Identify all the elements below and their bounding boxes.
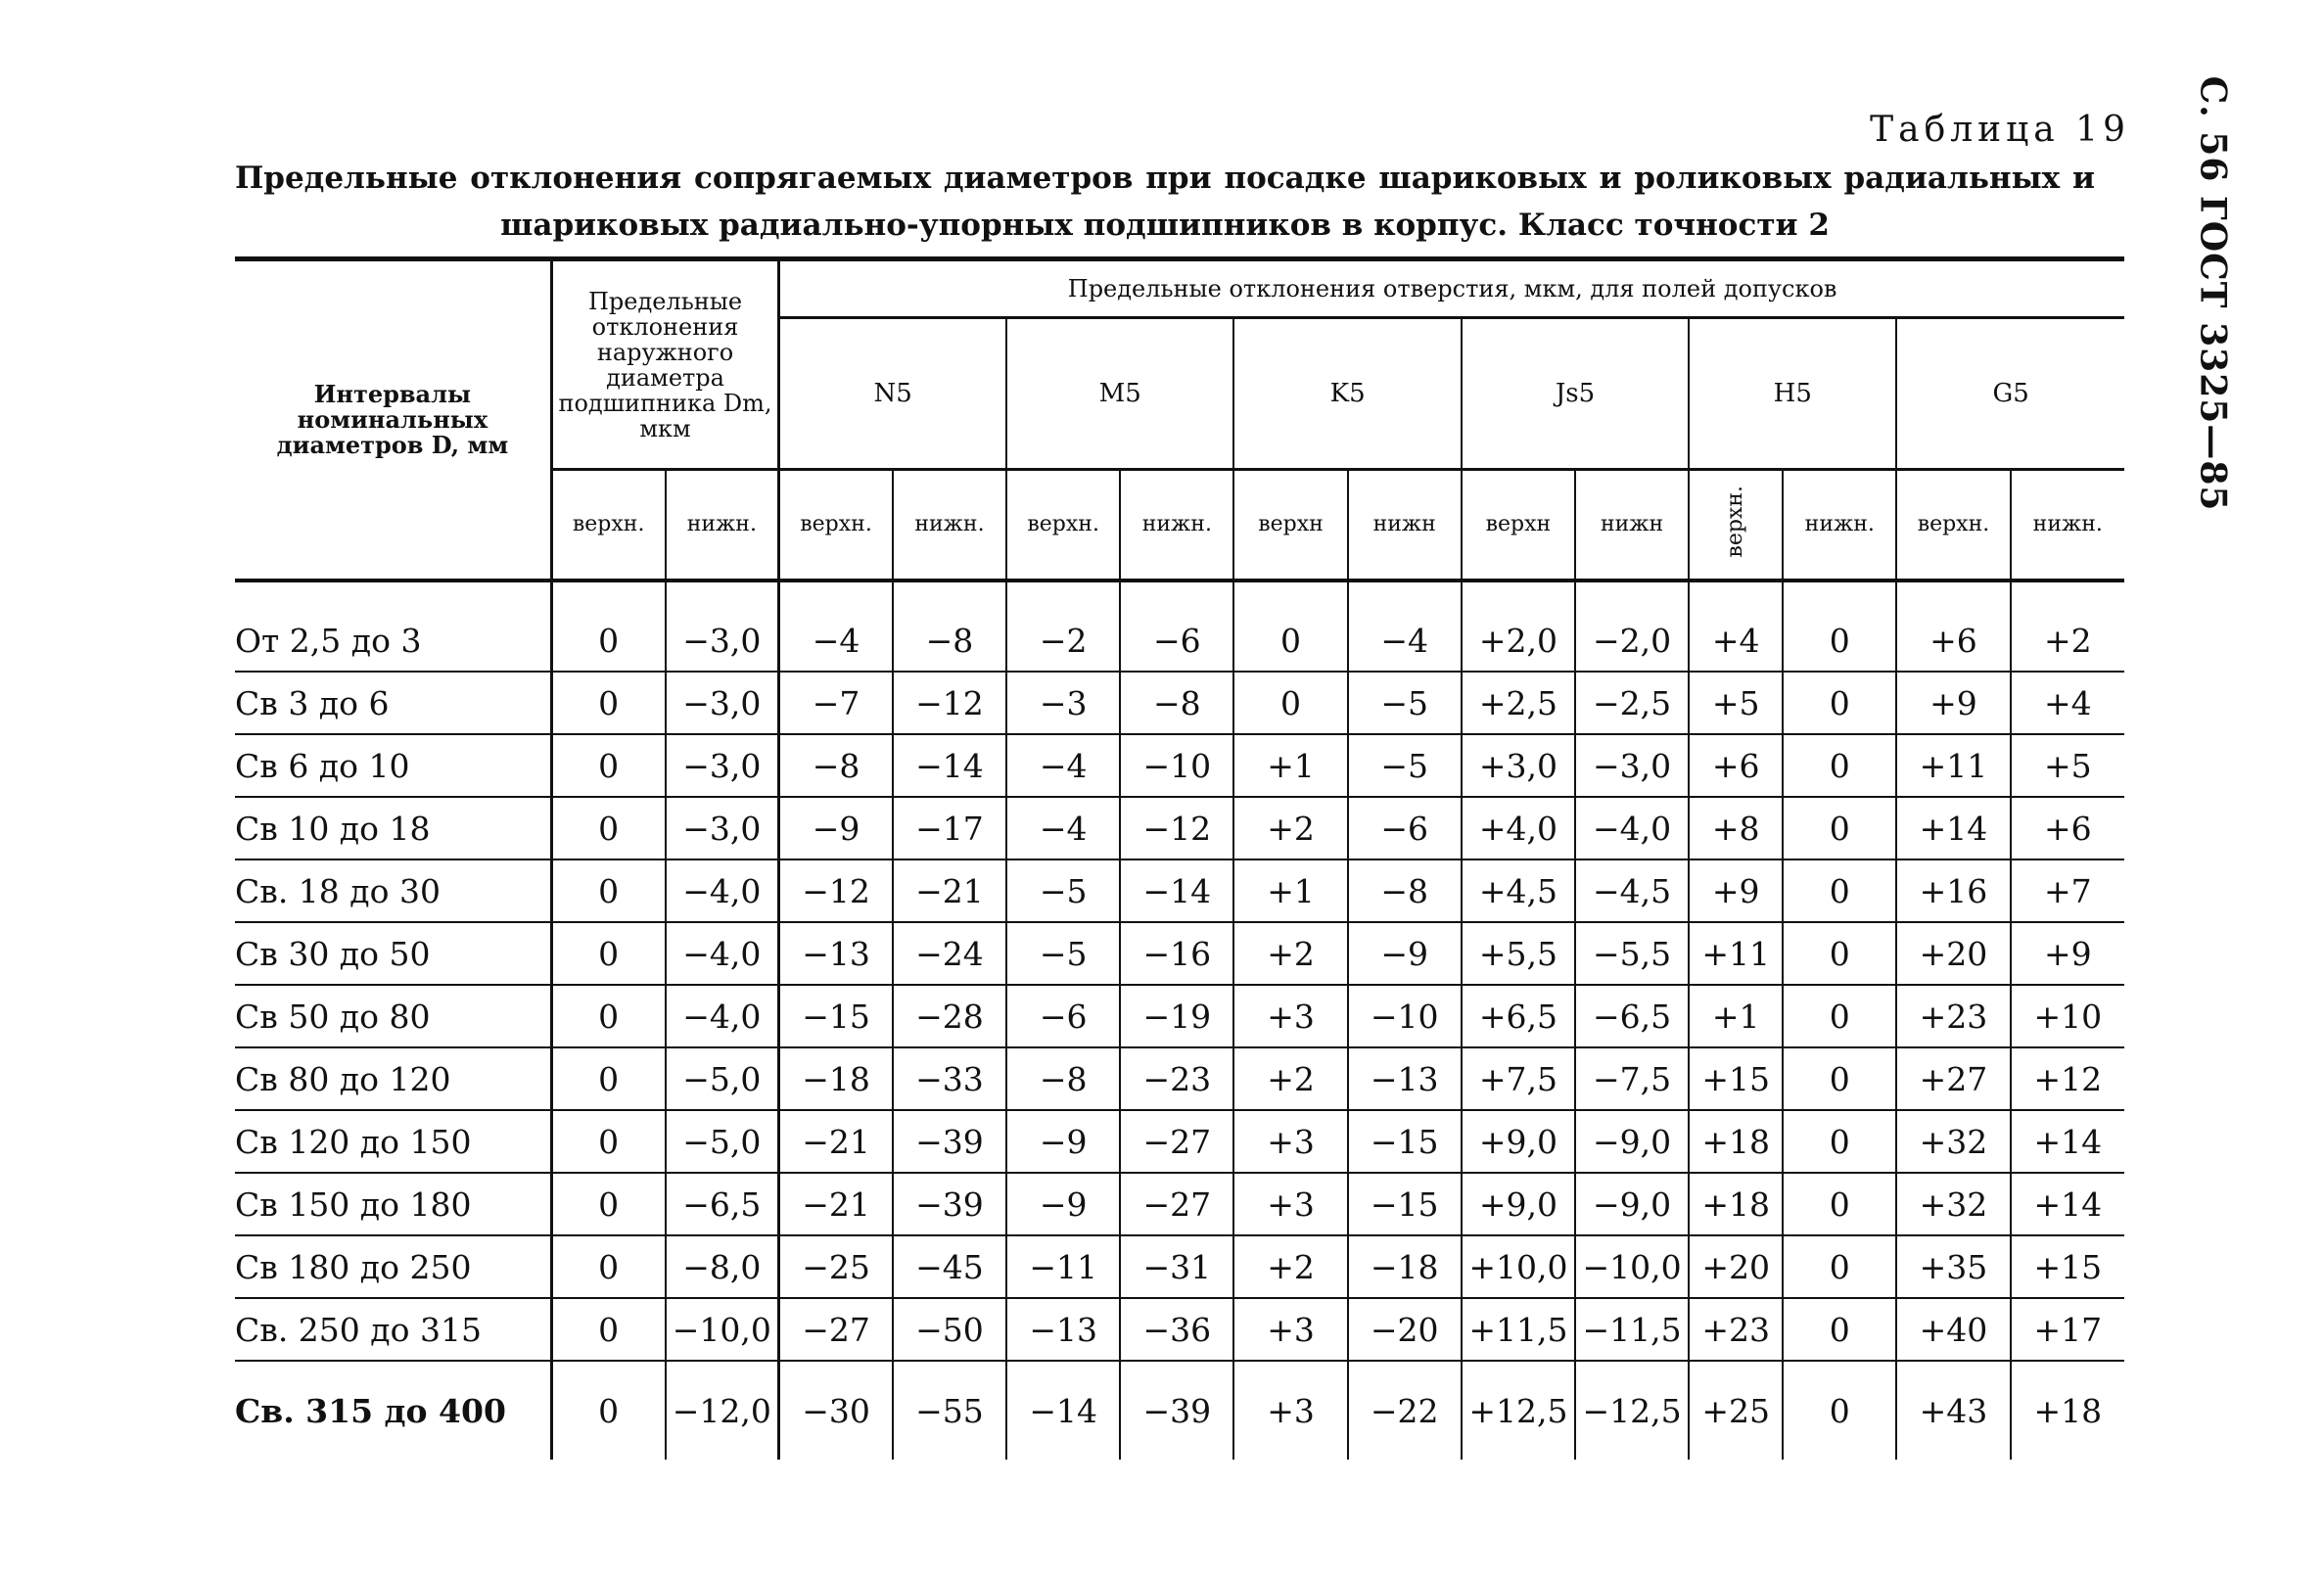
table-cell: −4 <box>1006 797 1120 859</box>
table-cell: +23 <box>1689 1298 1783 1361</box>
table-cell: −18 <box>1348 1235 1462 1298</box>
table-cell: 0 <box>1783 1298 1896 1361</box>
table-cell: +14 <box>2011 1110 2124 1173</box>
table-cell: 0 <box>551 922 665 985</box>
table-cell: +20 <box>1896 922 2010 985</box>
table-cell: −14 <box>1120 859 1233 922</box>
table-cell: 0 <box>551 859 665 922</box>
table-cell: −12 <box>1120 797 1233 859</box>
field-header: G5 <box>1896 318 2124 470</box>
table-cell: −5,0 <box>666 1110 779 1173</box>
table-cell: +7,5 <box>1462 1047 1575 1110</box>
header-hole-text: Предельные отклонения отверстия, мкм, для полей допусков <box>1067 275 1837 302</box>
table-cell: −11,5 <box>1575 1298 1689 1361</box>
table-cell: +10,0 <box>1462 1235 1575 1298</box>
table-cell: −9,0 <box>1575 1110 1689 1173</box>
table-cell: −2,5 <box>1575 672 1689 734</box>
table-cell: −36 <box>1120 1298 1233 1361</box>
table-cell: −33 <box>893 1047 1006 1110</box>
table-cell: −5 <box>1006 922 1120 985</box>
table-cell: −39 <box>893 1110 1006 1173</box>
table-cell: 0 <box>1783 734 1896 797</box>
table-cell: 0 <box>551 1235 665 1298</box>
table-cell: +3 <box>1233 1110 1347 1173</box>
table-cell: 0 <box>1783 985 1896 1047</box>
table-cell: +6 <box>2011 797 2124 859</box>
sub-header: нижн <box>1575 470 1689 581</box>
table-row <box>235 734 2124 797</box>
field-header: M5 <box>1006 318 1233 470</box>
table-cell: −30 <box>779 1361 893 1460</box>
table-cell: −11 <box>1006 1235 1120 1298</box>
table-cell: 0 <box>551 1298 665 1361</box>
table-cell: +17 <box>2011 1298 2124 1361</box>
table-cell: −4,0 <box>1575 797 1689 859</box>
table-cell: −4,0 <box>666 922 779 985</box>
sub-header: верхн <box>1233 470 1347 581</box>
tolerance-table <box>235 256 2124 1460</box>
table-cell: −3,0 <box>666 734 779 797</box>
table-cell: −18 <box>779 1047 893 1110</box>
table-cell: −6,5 <box>1575 985 1689 1047</box>
sub-header: верхн. <box>1006 470 1120 581</box>
table-cell: −12 <box>779 859 893 922</box>
sub-header: нижн <box>1348 470 1462 581</box>
table-cell: +7 <box>2011 859 2124 922</box>
table-cell: 0 <box>1783 672 1896 734</box>
table-cell: +40 <box>1896 1298 2010 1361</box>
header-intervals <box>235 259 551 581</box>
table-cell: −5,5 <box>1575 922 1689 985</box>
table-cell: +20 <box>1689 1235 1783 1298</box>
sub-header: нижн. <box>666 470 779 581</box>
table-cell: +1 <box>1233 859 1347 922</box>
table-cell: +9 <box>1689 859 1783 922</box>
table-cell: −9 <box>1348 922 1462 985</box>
table-cell: +23 <box>1896 985 2010 1047</box>
row-interval-label: Св 30 до 50 <box>235 922 551 985</box>
table-cell: −9 <box>1006 1173 1120 1235</box>
table-cell: 0 <box>551 797 665 859</box>
sub-header: нижн. <box>1783 470 1896 581</box>
table-row <box>235 859 2124 922</box>
table-cell: −8 <box>779 734 893 797</box>
table-cell: −20 <box>1348 1298 1462 1361</box>
table-cell: −2 <box>1006 581 1120 672</box>
sub-header: верхн. <box>551 470 665 581</box>
table-cell: −3 <box>1006 672 1120 734</box>
table-cell: 0 <box>1783 581 1896 672</box>
row-interval-label: Св. 315 до 400 <box>235 1391 506 1430</box>
table-cell: −4,0 <box>666 859 779 922</box>
table-cell: +5 <box>1689 672 1783 734</box>
table-cell: 0 <box>1233 672 1347 734</box>
table-cell: +25 <box>1689 1361 1783 1460</box>
table-cell: +1 <box>1689 985 1783 1047</box>
sub-header-text: верхн. <box>1723 485 1748 558</box>
table-cell: −3,0 <box>666 797 779 859</box>
table-cell: −8 <box>1006 1047 1120 1110</box>
table-row <box>235 1110 2124 1173</box>
table-cell: +11 <box>1689 922 1783 985</box>
table-cell: −31 <box>1120 1235 1233 1298</box>
table-row <box>235 1235 2124 1298</box>
sub-header: нижн. <box>893 470 1006 581</box>
sub-header: нижн. <box>2011 470 2124 581</box>
table-cell: +3 <box>1233 985 1347 1047</box>
sub-header: верхн. <box>779 470 893 581</box>
table-cell: +2,5 <box>1462 672 1575 734</box>
table-cell: +4 <box>1689 581 1783 672</box>
table-cell: −6,5 <box>666 1173 779 1235</box>
table-cell: +4,5 <box>1462 859 1575 922</box>
table-cell: −8 <box>1120 672 1233 734</box>
table-cell: −13 <box>779 922 893 985</box>
table-cell: +12,5 <box>1462 1361 1575 1460</box>
table-cell: −28 <box>893 985 1006 1047</box>
table-row <box>235 985 2124 1047</box>
row-interval-label: Св 10 до 18 <box>235 797 551 859</box>
table-cell: 0 <box>1783 859 1896 922</box>
table-cell: 0 <box>1783 797 1896 859</box>
field-header: K5 <box>1233 318 1461 470</box>
table-cell: +3 <box>1233 1173 1347 1235</box>
table-cell: +9,0 <box>1462 1110 1575 1173</box>
row-interval-label: Св 50 до 80 <box>235 985 551 1047</box>
table-cell: −4 <box>779 581 893 672</box>
table-cell: −5 <box>1006 859 1120 922</box>
table-cell: −8,0 <box>666 1235 779 1298</box>
table-cell: −10 <box>1120 734 1233 797</box>
header-intervals-text: Интервалы номинальных диаметров D, мм <box>276 380 509 459</box>
table-cell: +9 <box>2011 922 2124 985</box>
sub-header: верхн. <box>1896 470 2010 581</box>
table-cell: +9 <box>1896 672 2010 734</box>
table-cell: +11,5 <box>1462 1298 1575 1361</box>
table-cell: +6,5 <box>1462 985 1575 1047</box>
table-cell: 0 <box>1233 581 1347 672</box>
table-cell: −39 <box>893 1173 1006 1235</box>
table-cell: −9 <box>779 797 893 859</box>
table-cell: +32 <box>1896 1173 2010 1235</box>
table-cell: +18 <box>1689 1110 1783 1173</box>
table-row <box>235 1361 2124 1460</box>
table-cell: −12,0 <box>666 1361 779 1460</box>
table-cell: +27 <box>1896 1047 2010 1110</box>
row-interval-label: Св. 250 до 315 <box>235 1298 551 1361</box>
table-cell: −16 <box>1120 922 1233 985</box>
table-cell: +3 <box>1233 1298 1347 1361</box>
table-cell: −27 <box>1120 1173 1233 1235</box>
table-cell: −3,0 <box>1575 734 1689 797</box>
table-cell: −45 <box>893 1235 1006 1298</box>
table-cell: +14 <box>2011 1173 2124 1235</box>
table-cell: −22 <box>1348 1361 1462 1460</box>
row-interval-label: Св 6 до 10 <box>235 734 551 797</box>
table-cell: +3 <box>1233 1361 1347 1460</box>
table-cell: 0 <box>551 1361 665 1460</box>
table-cell: −14 <box>1006 1361 1120 1460</box>
table-cell: +12 <box>2011 1047 2124 1110</box>
table-title <box>235 155 2095 249</box>
table-cell: +1 <box>1233 734 1347 797</box>
field-header: H5 <box>1689 318 1896 470</box>
table-cell: −6 <box>1006 985 1120 1047</box>
table-cell: −15 <box>779 985 893 1047</box>
table-cell: +2,0 <box>1462 581 1575 672</box>
header-bearing-text: Предельные отклонения наружного диаметра подшипника Dm, мкм <box>558 287 772 442</box>
table-cell: +35 <box>1896 1235 2010 1298</box>
table-cell: +4,0 <box>1462 797 1575 859</box>
table-cell: +15 <box>1689 1047 1783 1110</box>
table-cell: −10,0 <box>666 1298 779 1361</box>
table-cell: 0 <box>551 1047 665 1110</box>
sub-header: нижн. <box>1120 470 1233 581</box>
title-line-1: Предельные отклонения сопрягаемых диаметров при посадке шариковых и роликовых радиальных и <box>235 161 2095 196</box>
table-cell: −10 <box>1348 985 1462 1047</box>
table-cell: −21 <box>779 1173 893 1235</box>
table-cell: −50 <box>893 1298 1006 1361</box>
sub-header: верхн <box>1462 470 1575 581</box>
table-cell: −4,5 <box>1575 859 1689 922</box>
table-cell: −12 <box>893 672 1006 734</box>
row-interval-label: Св 120 до 150 <box>235 1110 551 1173</box>
table-cell: −5 <box>1348 734 1462 797</box>
table-cell: −15 <box>1348 1173 1462 1235</box>
table-cell: +43 <box>1896 1361 2010 1460</box>
table-cell: −7 <box>779 672 893 734</box>
table-cell: 0 <box>551 1110 665 1173</box>
table-row <box>235 1047 2124 1110</box>
table-cell: −9,0 <box>1575 1173 1689 1235</box>
table-cell: +6 <box>1689 734 1783 797</box>
table-cell: −10,0 <box>1575 1235 1689 1298</box>
table-cell: −27 <box>779 1298 893 1361</box>
table-row <box>235 797 2124 859</box>
row-interval-label: От 2,5 до 3 <box>235 581 551 672</box>
table-cell: −21 <box>893 859 1006 922</box>
table-row <box>235 1173 2124 1235</box>
table-cell: −4 <box>1006 734 1120 797</box>
row-interval-label: Св 3 до 6 <box>235 672 551 734</box>
field-header: N5 <box>779 318 1006 470</box>
table-cell: +2 <box>2011 581 2124 672</box>
table-cell: −8 <box>1348 859 1462 922</box>
table-cell: −17 <box>893 797 1006 859</box>
table-cell: −14 <box>893 734 1006 797</box>
row-interval-label: Св. 18 до 30 <box>235 859 551 922</box>
side-running-header <box>2183 75 2242 512</box>
table-cell: +9,0 <box>1462 1173 1575 1235</box>
table-cell: −23 <box>1120 1047 1233 1110</box>
table-cell: −4,0 <box>666 985 779 1047</box>
table-cell: 0 <box>1783 1110 1896 1173</box>
table-cell: +4 <box>2011 672 2124 734</box>
table-cell: +18 <box>1689 1173 1783 1235</box>
table-cell: −12,5 <box>1575 1361 1689 1460</box>
table-cell: −4 <box>1348 581 1462 672</box>
table-cell: +2 <box>1233 1047 1347 1110</box>
table-cell: −21 <box>779 1110 893 1173</box>
table-cell: +5,5 <box>1462 922 1575 985</box>
sub-header <box>1689 470 1783 581</box>
table-cell: +2 <box>1233 1235 1347 1298</box>
table-cell: +16 <box>1896 859 2010 922</box>
table-cell: −9 <box>1006 1110 1120 1173</box>
table-cell: −7,5 <box>1575 1047 1689 1110</box>
table-cell: +8 <box>1689 797 1783 859</box>
table-cell: +2 <box>1233 922 1347 985</box>
table-cell: −25 <box>779 1235 893 1298</box>
table-number: Таблица 19 <box>1870 110 2130 150</box>
table-cell: +18 <box>2011 1361 2124 1460</box>
header-hole <box>779 259 2124 318</box>
table-cell: −39 <box>1120 1361 1233 1460</box>
table-cell: +5 <box>2011 734 2124 797</box>
table-row <box>235 922 2124 985</box>
table-cell: 0 <box>1783 1361 1896 1460</box>
table-row <box>235 672 2124 734</box>
field-header: Js5 <box>1462 318 1689 470</box>
table-cell: 0 <box>1783 922 1896 985</box>
table-cell: +6 <box>1896 581 2010 672</box>
table-cell: −13 <box>1006 1298 1120 1361</box>
table-cell: 0 <box>551 734 665 797</box>
table-row <box>235 581 2124 672</box>
table-cell: −3,0 <box>666 581 779 672</box>
table-cell: −5,0 <box>666 1047 779 1110</box>
table-cell: 0 <box>551 985 665 1047</box>
table-cell: −27 <box>1120 1110 1233 1173</box>
table-cell: −2,0 <box>1575 581 1689 672</box>
table-cell: −19 <box>1120 985 1233 1047</box>
table-cell: +15 <box>2011 1235 2124 1298</box>
table-cell: 0 <box>1783 1235 1896 1298</box>
table-cell: 0 <box>551 672 665 734</box>
row-interval-label: Св 80 до 120 <box>235 1047 551 1110</box>
table-cell: 0 <box>1783 1047 1896 1110</box>
table-cell: −55 <box>893 1361 1006 1460</box>
header-bearing <box>551 259 778 470</box>
side-label: С. 56 ГОСТ 3325—85 <box>2192 75 2233 512</box>
table-cell: −24 <box>893 922 1006 985</box>
table-cell: +32 <box>1896 1110 2010 1173</box>
table-cell: +14 <box>1896 797 2010 859</box>
table-cell: −6 <box>1120 581 1233 672</box>
table-row <box>235 1298 2124 1361</box>
table-cell: +3,0 <box>1462 734 1575 797</box>
row-interval-label: Св 180 до 250 <box>235 1235 551 1298</box>
table-cell: 0 <box>1783 1173 1896 1235</box>
table-cell: −8 <box>893 581 1006 672</box>
row-interval-label: Св 150 до 180 <box>235 1173 551 1235</box>
table-cell: +2 <box>1233 797 1347 859</box>
table-cell: −3,0 <box>666 672 779 734</box>
table-cell: +11 <box>1896 734 2010 797</box>
table-cell: +10 <box>2011 985 2124 1047</box>
table-cell: −5 <box>1348 672 1462 734</box>
table-cell: −6 <box>1348 797 1462 859</box>
table-cell: −15 <box>1348 1110 1462 1173</box>
title-line-2: шариковых радиально-упорных подшипников в корпус. Класс точности 2 <box>500 208 1830 243</box>
table-cell: 0 <box>551 1173 665 1235</box>
table-cell: 0 <box>551 581 665 672</box>
table-cell: −13 <box>1348 1047 1462 1110</box>
